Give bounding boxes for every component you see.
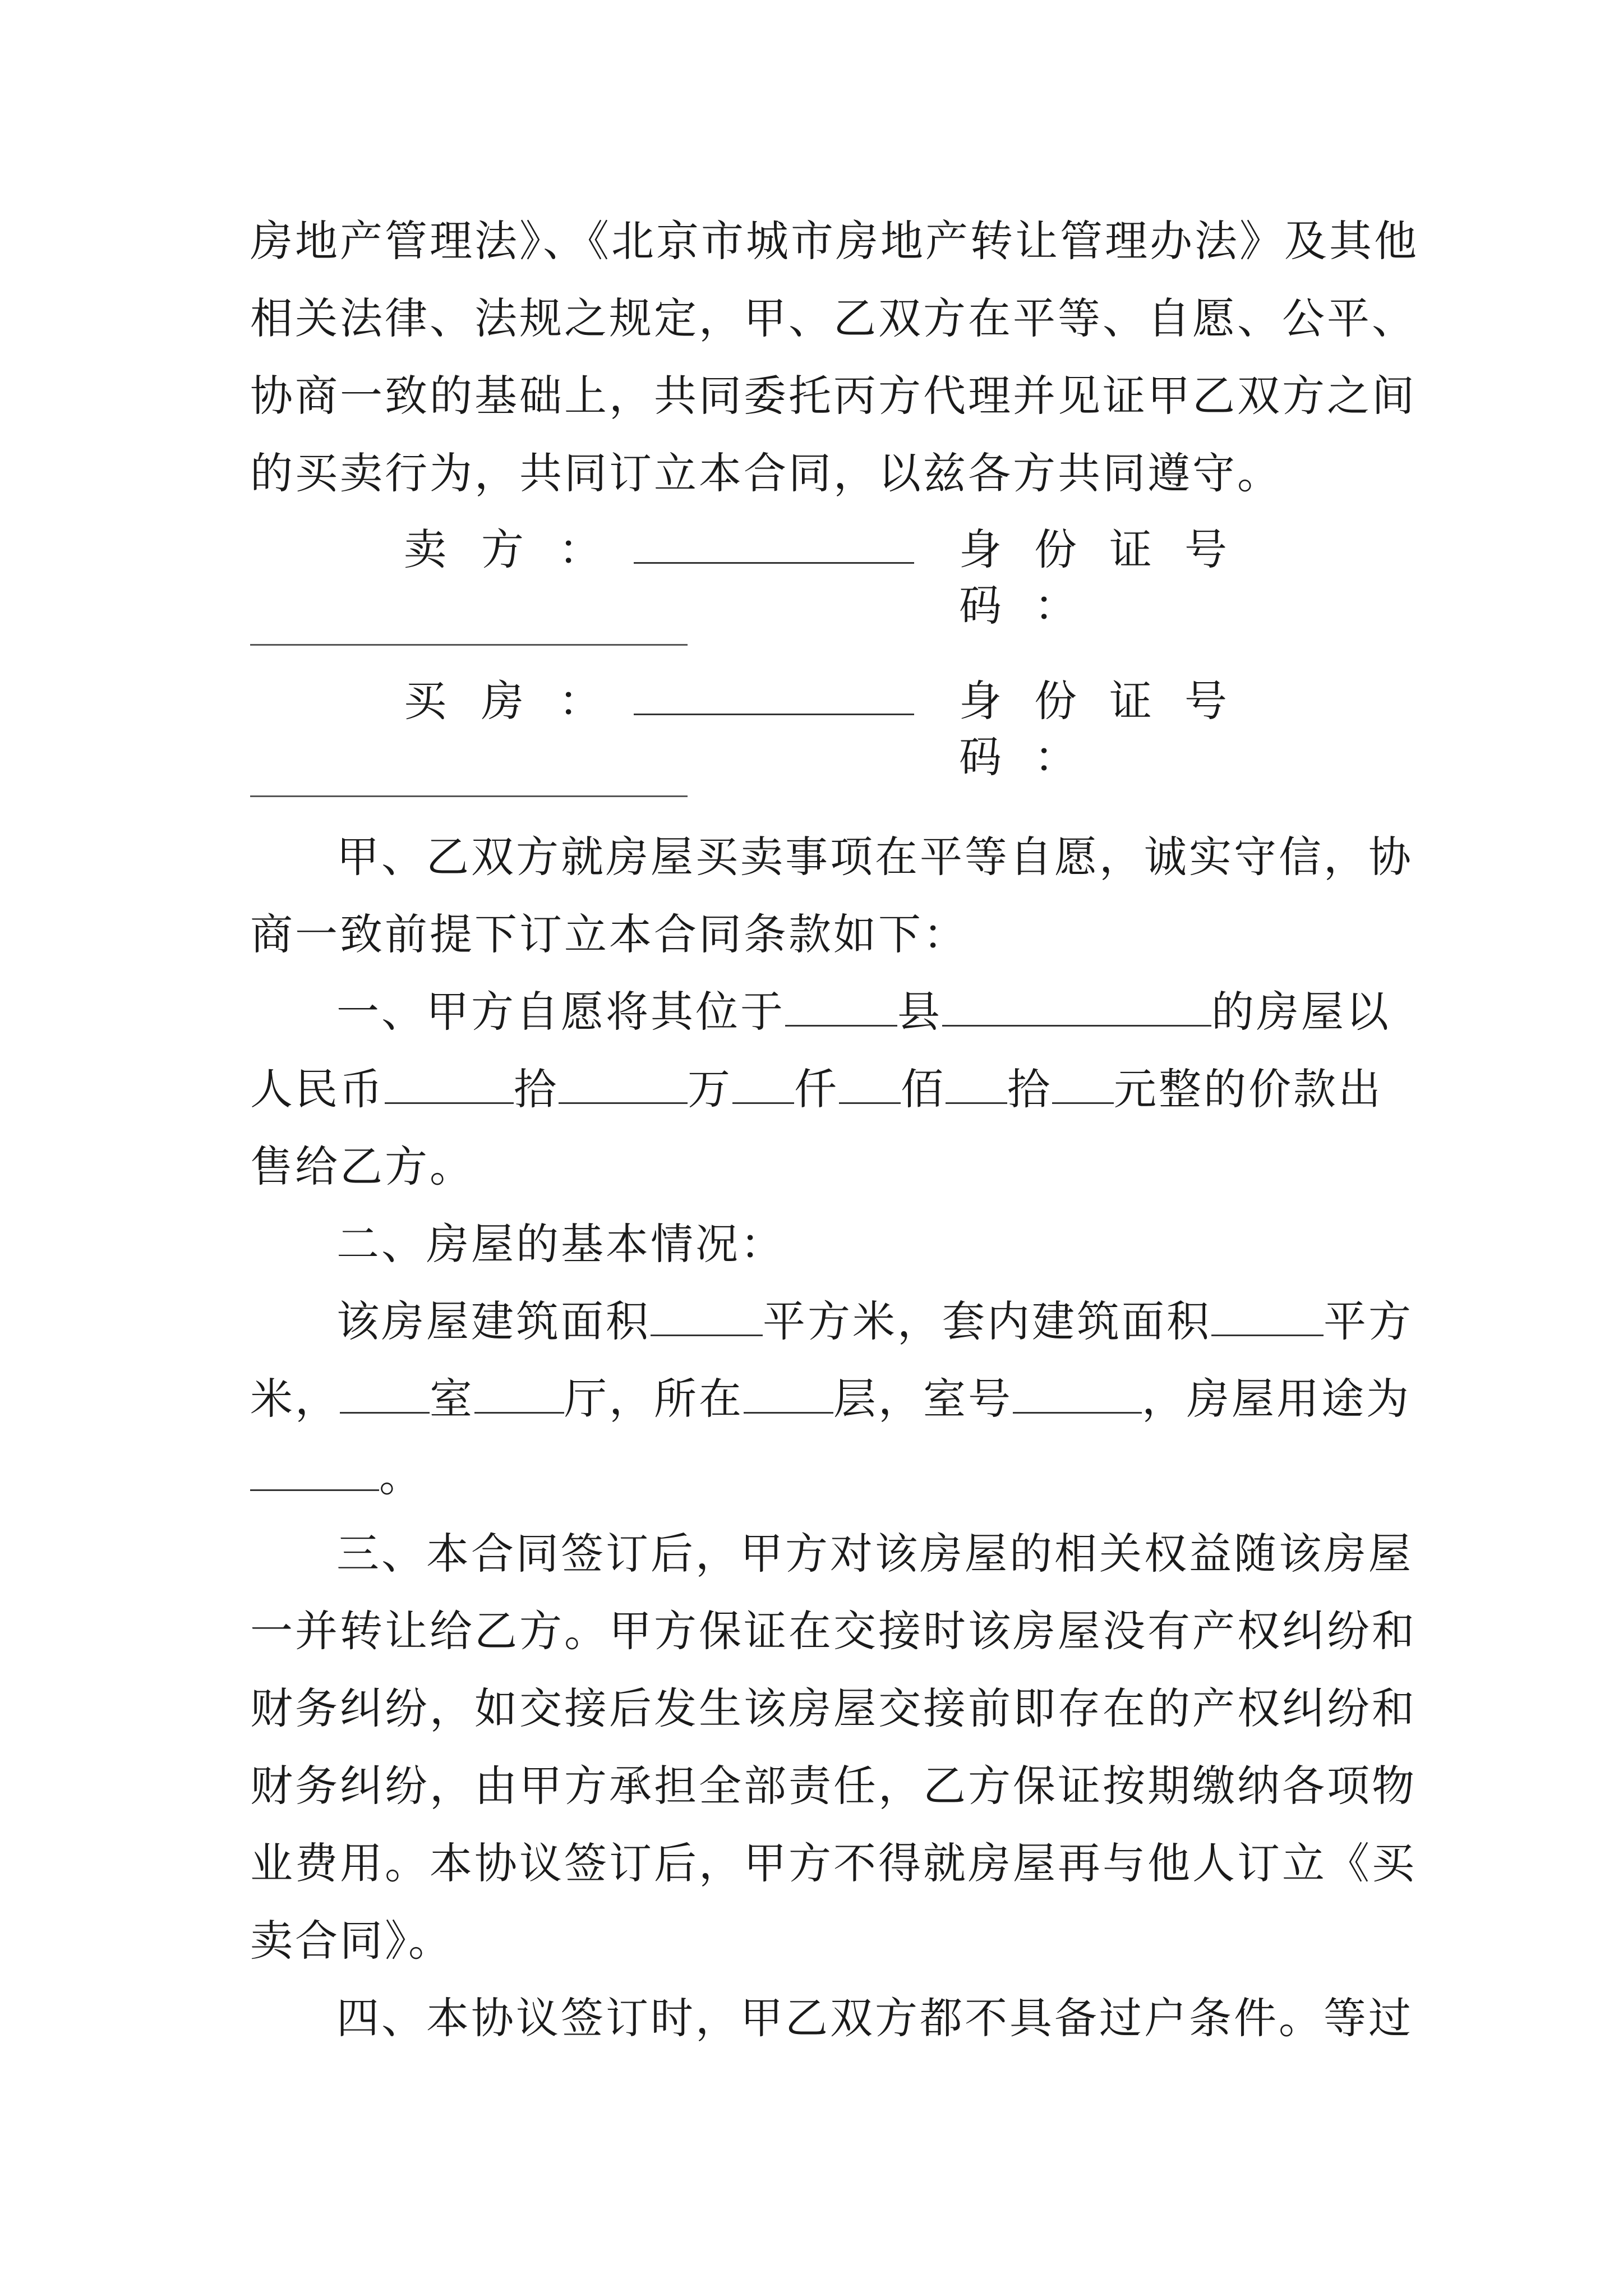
preamble-line-2: 商一致前提下订立本合同条款如下： [250, 909, 968, 959]
clause1-qian: 仟 [794, 1064, 839, 1114]
intro-line-2: 相关法律、法规之规定，甲、乙双方在平等、自愿、公平、 [250, 293, 1417, 343]
clause1-shi-1: 拾 [514, 1064, 559, 1114]
clause1-rmb: 人民币 [250, 1064, 385, 1114]
intro-line-3: 协商一致的基础上，共同委托丙方代理并见证甲乙双方之间 [250, 371, 1417, 421]
clause3-line-3: 财务纠纷，如交接后发生该房屋交接前即存在的产权纠纷和 [250, 1683, 1417, 1733]
clause3-line-4: 财务纠纷，由甲方承担全部责任，乙方保证按期缴纳各项物 [250, 1761, 1417, 1811]
clause1-text-a: 一、甲方自愿将其位于 [336, 987, 785, 1037]
amount-blank-1[interactable] [385, 1063, 514, 1104]
clause4-line-1: 四、本协议签订时，甲乙双方都不具备过户条件。等过 [336, 1993, 1413, 2043]
intro-line-4: 的买卖行为，共同订立本合同，以兹各方共同遵守。 [250, 448, 1282, 498]
clause1-line-2 [250, 1061, 1394, 1117]
location-blank[interactable] [942, 986, 1211, 1027]
clause1-text-g: 元整的价款出 [1114, 1064, 1383, 1114]
clause2-text-use: ，房屋用途为 [1142, 1374, 1411, 1424]
inner-area-blank[interactable] [1211, 1295, 1324, 1336]
clause1-line-1 [336, 984, 1394, 1040]
seller-label: 卖方： [404, 524, 636, 574]
clause2-text-m: 米， [250, 1374, 340, 1424]
clause1-bai: 佰 [901, 1064, 946, 1114]
clause1-shi-2: 拾 [1007, 1064, 1052, 1114]
buyer-row [404, 673, 1368, 782]
buyer-name-blank[interactable] [634, 714, 914, 715]
amount-blank-3[interactable] [732, 1063, 794, 1104]
clause2-text-c: 平方 [1324, 1296, 1413, 1346]
clause2-line-2 [250, 1371, 1411, 1427]
clause3-line-6: 卖合同》。 [250, 1916, 453, 1966]
room-number-blank[interactable] [1013, 1373, 1142, 1414]
clause1-text-b: 县 [897, 987, 942, 1037]
clause2-text-b: 平方米，套内建筑面积 [763, 1296, 1211, 1346]
amount-blank-2[interactable] [559, 1063, 688, 1104]
intro-line-1: 房地产管理法》、《北京市城市房地产转让管理办法》及其他 [250, 216, 1419, 266]
seller-row [404, 522, 1368, 631]
amount-blank-5[interactable] [946, 1063, 1007, 1104]
clause3-line-1: 三、本合同签订后，甲方对该房屋的相关权益随该房屋 [336, 1529, 1413, 1579]
clause2-text-room: 室 [430, 1374, 474, 1424]
buyer-id-label: 身份证号码： [959, 676, 1260, 782]
clause2-line-3 [250, 1448, 1394, 1504]
preamble-line-1: 甲、乙双方就房屋买卖事项在平等自愿，诚实守信，协 [336, 832, 1413, 882]
seller-name-blank[interactable] [634, 562, 914, 564]
clause3-line-2: 一并转让给乙方。甲方保证在交接时该房屋没有产权纠纷和 [250, 1606, 1417, 1656]
clause2-period: 。 [379, 1451, 424, 1501]
clause3-line-5: 业费用。本协议签订后，甲方不得就房屋再与他人订立《买 [250, 1838, 1417, 1888]
seller-id-label: 身份证号码： [959, 524, 1260, 631]
amount-blank-6[interactable] [1052, 1063, 1114, 1104]
county-blank[interactable] [785, 986, 897, 1027]
amount-blank-4[interactable] [839, 1063, 901, 1104]
usage-blank[interactable] [250, 1450, 379, 1491]
buyer-id-blank[interactable] [250, 795, 688, 797]
clause2-text-hall: 厅，所在 [564, 1374, 744, 1424]
building-area-blank[interactable] [651, 1295, 763, 1336]
clause2-text-a: 该房屋建筑面积 [336, 1296, 651, 1346]
clause2-text-floor: 层，室号 [833, 1374, 1013, 1424]
clause2-line-1 [336, 1294, 1413, 1350]
clause1-line-3: 售给乙方。 [250, 1142, 474, 1191]
buyer-label: 买房： [404, 676, 636, 726]
rooms-blank[interactable] [340, 1373, 430, 1414]
halls-blank[interactable] [474, 1373, 564, 1414]
floor-blank[interactable] [744, 1373, 833, 1414]
seller-id-blank[interactable] [250, 644, 688, 646]
clause1-text-c: 的房屋以 [1211, 987, 1391, 1037]
clause1-wan: 万 [688, 1064, 732, 1114]
clause2-heading: 二、房屋的基本情况： [336, 1219, 785, 1269]
